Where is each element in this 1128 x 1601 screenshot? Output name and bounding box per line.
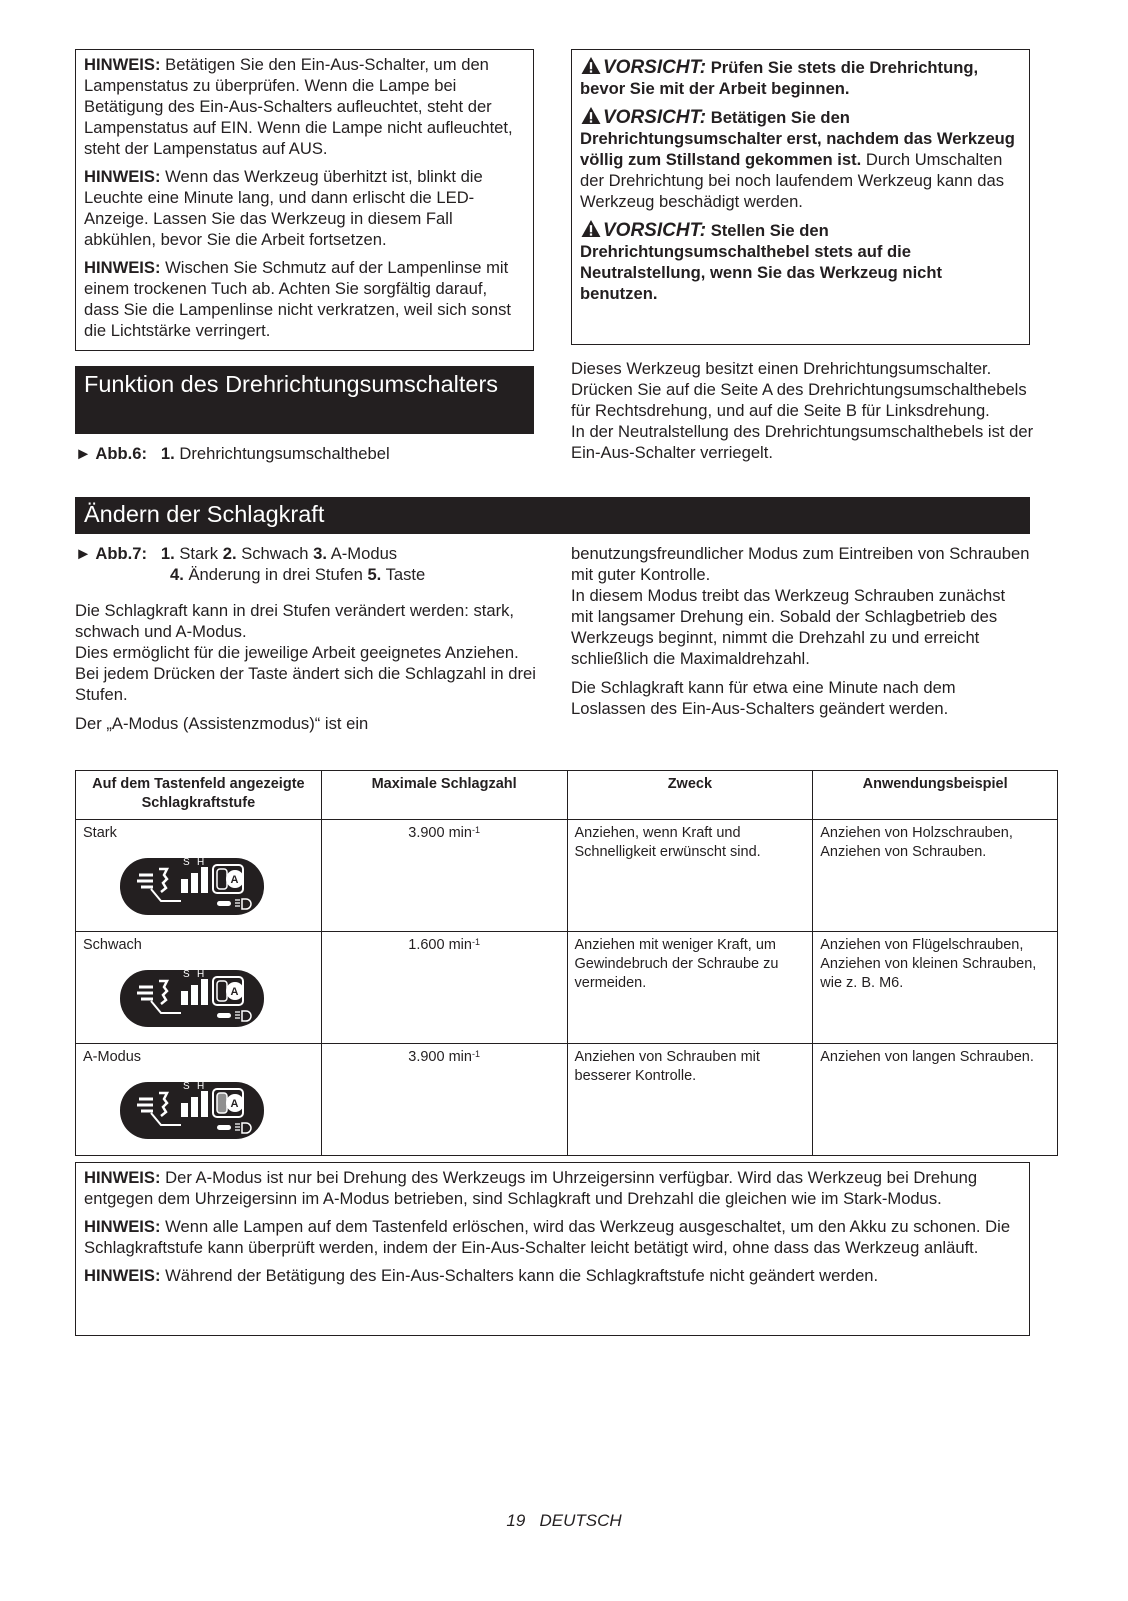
s-letter: S	[183, 969, 190, 980]
example-cell: Anziehen von Holzschrauben, Anziehen von Schrauben.	[813, 820, 1058, 932]
header-purpose: Zweck	[567, 771, 813, 820]
keypad-panel-weak	[119, 967, 265, 1029]
impact-text-right: benutzungsfreundlicher Modus zum Eintreiben von Schrauben mit guter Kontrolle. In diesem Modus treibt das Werkzeug Schrauben zunächst mit langsamer Drehung ein. Sobald der Schlagbetrieb des Werkzeugs beginnt, nimmt die Drehzahl zu und erreicht schließlich die Maximaldrehzahl. Die Schlagkraft kann für etwa eine Minute nach dem Loslassen des Ein-Aus-Schalters geändert werden.	[571, 544, 1030, 718]
note-2: HINWEIS: Wenn das Werkzeug überhitzt ist, blinkt die Leuchte eine Minute lang, und dann erlischt die LED-Anzeige. Lassen Sie das Werkzeug in diesem Fall abkühlen, bevor Sie die Arbeit fortsetzen.	[84, 167, 483, 249]
note-bottom-1: HINWEIS: Der A-Modus ist nur bei Drehung des Werkzeugs im Uhrzeigersinn verfügbar. Wird das Werkzeug bei Drehung entgegen dem Uhrzeigersinn im A-Modus betrieben, sind Schlagkraft und Drehzahl die gleichen wie im Stark-Modus.	[84, 1168, 978, 1208]
warning-icon	[580, 56, 602, 75]
warning-icon	[580, 106, 602, 125]
caution-2: VORSICHT: Betätigen Sie den Drehrichtungsumschalter erst, nachdem das Werkzeug völlig zum Stillstand gekommen ist. Durch Umschalten der Drehrichtung bei noch laufendem Werkzeug kann das Werkzeug beschädigt werden.	[580, 107, 1015, 211]
keypad-panel-strong	[119, 855, 265, 917]
table-row	[76, 820, 1058, 932]
caution-1: VORSICHT: Prüfen Sie stets die Drehrichtung, bevor Sie mit der Arbeit beginnen.	[580, 57, 979, 98]
table-row	[76, 932, 1058, 1044]
example-cell: Anziehen von langen Schrauben.	[813, 1044, 1058, 1156]
purpose-cell: Anziehen, wenn Kraft und Schnelligkeit erwünscht sind.	[567, 820, 813, 932]
example-cell: Anziehen von Flügelschrauben, Anziehen von kleinen Schrauben, wie z. B. M6.	[813, 932, 1058, 1044]
header-mode: Auf dem Tastenfeld angezeigte Schlagkraftstufe	[76, 771, 322, 820]
caution-3: VORSICHT: Stellen Sie den Drehrichtungsumschalthebel stets auf die Neutralstellung, wenn Sie das Werkzeug nicht benutzen.	[580, 220, 943, 303]
rate-cell: 1.600 $\min^{-1}$	[321, 932, 567, 1044]
mode-cell: A-Modus A S H	[76, 1044, 322, 1156]
a-mode-letter: A	[230, 1098, 239, 1110]
warning-icon	[580, 219, 602, 238]
direction-text: Dieses Werkzeug besitzt einen Drehrichtungsumschalter. Drücken Sie auf die Seite A des Drehrichtungsumschalthebels für Rechtsdrehung, und auf die Seite B für Linksdrehung. In der Neutralstellung des Drehrichtungsumschalthebels ist der Ein-Aus-Schalter verriegelt.	[571, 359, 1034, 462]
purpose-cell: Anziehen mit weniger Kraft, um Gewindebruch der Schraube zu vermeiden.	[567, 932, 813, 1044]
page-number: 19	[506, 1511, 526, 1530]
s-letter: S	[183, 1081, 190, 1092]
note-box-top	[75, 49, 534, 351]
a-mode-letter: A	[230, 986, 239, 998]
h-letter: H	[197, 857, 205, 868]
header-example: Anwendungsbeispiel	[813, 771, 1058, 820]
note-1: HINWEIS: Betätigen Sie den Ein-Aus-Schalter, um den Lampenstatus zu überprüfen. Wenn die Lampe bei Betätigung des Ein-Aus-Schalters aufleuchtet, steht der Lampenstatus auf EIN. Wenn die Lampe nicht aufleuchtet, steht der Lampenstatus auf AUS.	[84, 55, 513, 158]
keypad-panel-a-mode	[119, 1079, 265, 1141]
s-letter: S	[183, 857, 190, 868]
figure-ref-abb6: ► Abb.6: 1. Drehrichtungsumschalthebel	[75, 444, 390, 463]
rate-cell: 3.900 $\min^{-1}$	[321, 1044, 567, 1156]
mode-cell: Schwach A S H	[76, 932, 322, 1044]
a-mode-letter: A	[230, 874, 239, 886]
note-bottom-3: HINWEIS: Während der Betätigung des Ein-Aus-Schalters kann die Schlagkraftstufe nicht geändert werden.	[84, 1266, 879, 1285]
impact-table	[75, 770, 1058, 1156]
purpose-cell: Anziehen von Schrauben mit besserer Kontrolle.	[567, 1044, 813, 1156]
language-label: DEUTSCH	[539, 1511, 622, 1530]
note-box-bottom	[75, 1162, 1030, 1336]
table-row	[76, 1044, 1058, 1156]
rate-cell: 3.900 $\min^{-1}$	[321, 820, 567, 932]
figure-ref-abb7: ► Abb.7: 1. Stark 2. Schwach 3. A-Modus 4. Änderung in drei Stufen 5. Taste	[75, 544, 426, 584]
section-heading-direction: Funktion des Drehrichtungsumschalters	[75, 366, 534, 434]
h-letter: H	[197, 1081, 205, 1092]
h-letter: H	[197, 969, 205, 980]
note-bottom-2: HINWEIS: Wenn alle Lampen auf dem Tastenfeld erlöschen, wird das Werkzeug ausgeschaltet, um den Akku zu schonen. Die Schlagkraftstufe kann überprüft werden, indem der Ein-Aus-Schalter leicht betätigt wird, ohne dass das Werkzeug anläuft.	[84, 1217, 1011, 1257]
header-rate: Maximale Schlagzahl	[321, 771, 567, 820]
impact-text-left: Die Schlagkraft kann in drei Stufen verändert werden: stark, schwach und A-Modus. Dies ermöglicht für die jeweilige Arbeit geeignetes Anziehen. Bei jedem Drücken der Taste ändert sich die Schlagzahl in drei Stufen. Der „A-Modus (Assistenzmodus)“ ist ein	[75, 601, 536, 733]
mode-cell: Stark A S H	[76, 820, 322, 932]
page-footer	[0, 1510, 1128, 1531]
section-heading-impact: Ändern der Schlagkraft	[75, 497, 1030, 534]
caution-box	[571, 49, 1030, 345]
note-3: HINWEIS: Wischen Sie Schmutz auf der Lampenlinse mit einem trockenen Tuch ab. Achten Sie sorgfältig darauf, dass Sie die Lampenlinse nicht verkratzen, weil sich sonst die Lichtstärke verringert.	[84, 258, 512, 340]
table-header-row	[76, 771, 1058, 820]
